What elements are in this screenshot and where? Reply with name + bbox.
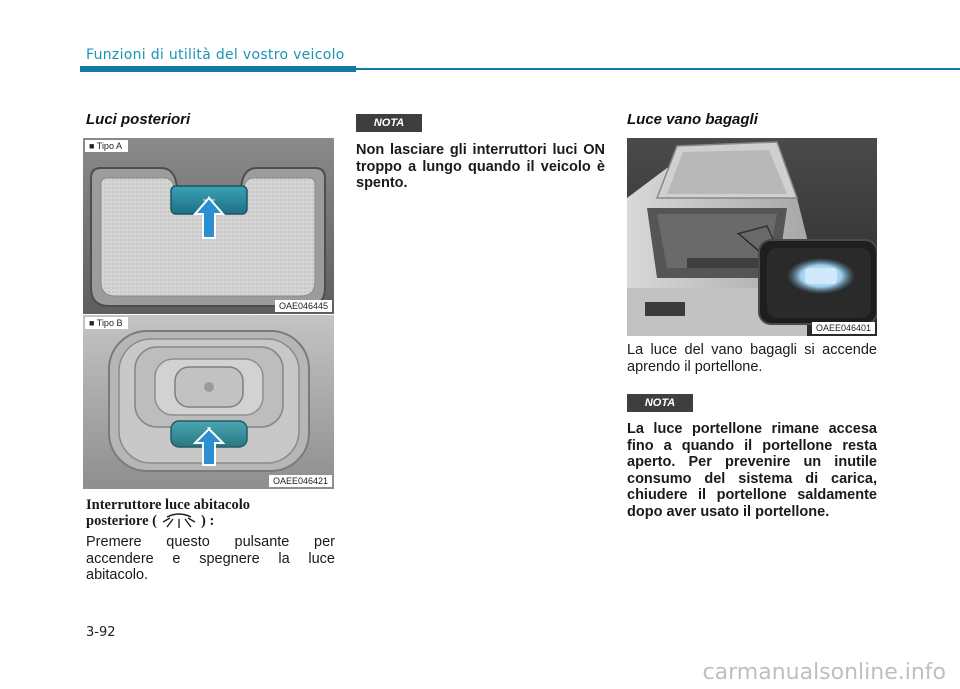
dome-lamp-type-a-illustration	[83, 138, 334, 314]
header-bar-accent	[80, 66, 356, 72]
header-rule	[356, 68, 960, 70]
page-number: 3-92	[86, 625, 116, 640]
trunk-light-illustration	[627, 138, 877, 336]
nota-text: Non lasciare gli interruttori luci ON troppo a lungo quando il veicolo è spento.	[356, 142, 605, 191]
figure-tag: ■ Tipo B	[85, 317, 128, 329]
nota-badge: NOTA	[627, 394, 693, 412]
nota-badge: NOTA	[356, 114, 422, 132]
trunk-light-title: Luce vano bagagli	[627, 111, 758, 128]
rear-switch-heading: Interruttore luce abitacolo posteriore ( ) :	[86, 497, 251, 529]
dome-lamp-type-b-illustration	[83, 315, 334, 489]
page-section-title: Funzioni di utilità del vostro veicolo	[86, 47, 345, 63]
figure-code: OAE046445	[275, 300, 332, 312]
figure-code: OAEE046421	[269, 475, 332, 487]
figure-tag: ■ Tipo A	[85, 140, 128, 152]
nota-text: La luce portellone rimane accesa fino a quando il portellone resta aperto. Per prevenire un inutile consumo del sistema di carica, chiudere il portellone saldamente dopo aver usato il portellone.	[627, 421, 877, 520]
dome-light-icon	[161, 513, 197, 529]
figure-trunk-light	[627, 138, 877, 336]
rear-switch-instruction: Premere questo pulsante per accendere e spegnere la luce abitacolo.	[86, 534, 335, 583]
figure-type-a	[83, 138, 334, 314]
trunk-light-description: La luce del vano bagagli si accende aprendo il portellone.	[627, 342, 877, 375]
figure-code: OAEE046401	[812, 322, 875, 334]
watermark: carmanualsonline.info	[702, 660, 946, 685]
rear-lights-title: Luci posteriori	[86, 111, 191, 128]
figure-type-b	[83, 315, 334, 489]
